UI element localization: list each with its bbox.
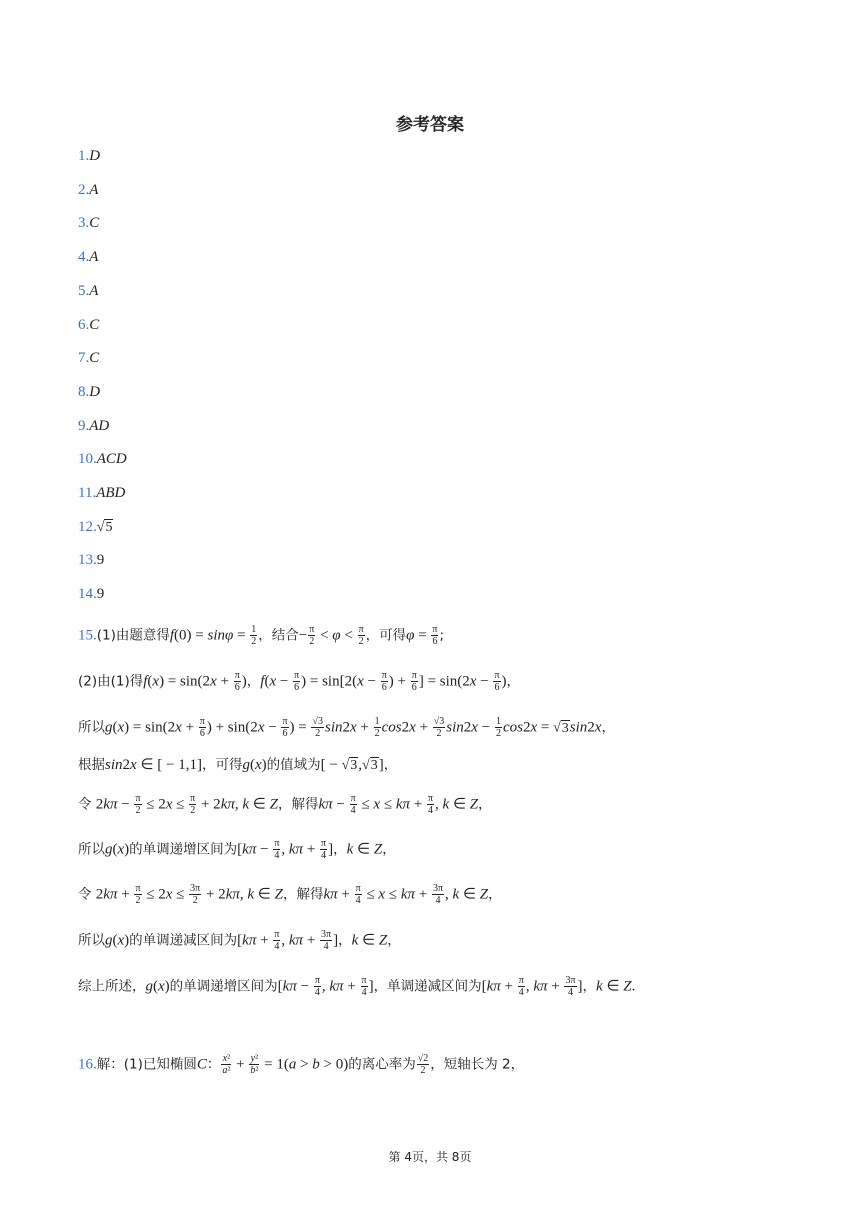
answer-value: ACD (96, 451, 127, 467)
q15-line-8: 所以g(x)的单调递减区间为[kπ + $\frac{\pi}{4}$ , kπ + $\frac{3\pi}{4}$ ]，k ∈ Z， (78, 929, 401, 952)
question-number: 10. (78, 451, 97, 467)
question-number: 6. (78, 317, 90, 333)
answer-item (78, 146, 100, 166)
question-number: 11. (78, 485, 97, 501)
answer-value: ABD (96, 485, 126, 501)
q15-line-6: 所以g(x)的单调递增区间为[kπ − $\frac{\pi}{4}$ , kπ + $\frac{\pi}{4}$ ]，k ∈ Z， (78, 838, 396, 861)
answer-value: A (89, 249, 99, 265)
q15-line-1: 15.(1)由题意得f(0) = sinφ = $\frac{1}{2}$ ，结合− $\frac{\pi}{2}$ < φ < $\frac{\pi}{2}$ ，可得φ = $\frac{\pi}{6}$ ; (78, 624, 445, 647)
question-number: 8. (78, 384, 90, 400)
question-number: 9. (78, 418, 90, 434)
page-footer: 第 4页，共 8页 (388, 1150, 472, 1164)
question-number: 12. (78, 519, 97, 535)
q15-line-5: 令 2kπ − $\frac{\pi}{2}$ ≤ 2x ≤ $\frac{\pi}{2}$ + 2kπ, k ∈ Z，解得kπ − $\frac{\pi}{4}$ ≤ x ≤ kπ + $\frac{\pi}{4}$ , k ∈ Z， (78, 793, 492, 816)
q15-line-7: 令 2kπ + $\frac{\pi}{2}$ ≤ 2x ≤ $\frac{3\pi}{2}$ + 2kπ, k ∈ Z，解得kπ + $\frac{\pi}{4}$ ≤ x ≤ kπ + $\frac{3\pi}{4}$ , k ∈ Z， (78, 883, 502, 906)
question-number: 16. (78, 1056, 97, 1073)
page-title: 参考答案 (396, 115, 464, 135)
answer-item (78, 382, 100, 402)
question-number: 5. (78, 283, 90, 299)
answer-value: D (89, 384, 101, 400)
answer-item (78, 550, 104, 570)
answer-value: 9 (96, 586, 105, 602)
answer-item (78, 315, 99, 335)
q16-line-1: 16.解：(1)已知椭圆C： $\frac{\text{x²}}{\text{a²}}$ + $\frac{\text{y²}}{\text{b²}}$ = 1(a > b > 0)的离心率为 $\frac{√2}{2}$ ，短轴长为 2， (78, 1053, 525, 1076)
q15-line-3: 所以g(x) = sin(2x + $\frac{\pi}{6}$ ) + sin(2x − $\frac{\pi}{6}$ ) = $\frac{√3}{2}$ sin2x + $\frac{1}{2}$ cos2x + $\frac{√3}{2}$ sin2x − $\frac{1}{2}$ cos2x = √3sin2x， (78, 716, 615, 739)
question-number: 15. (78, 627, 97, 644)
answer-value: D (89, 148, 101, 164)
answer-value: C (89, 317, 100, 333)
answer-item (78, 348, 99, 368)
q15-line-9: 综上所述，g(x)的单调递增区间为[kπ − $\frac{\pi}{4}$ , kπ + $\frac{\pi}{4}$ ]，单调递减区间为[kπ + $\frac{\pi}{4}$ , kπ + $\frac{3\pi}{4}$ ]，k ∈ Z. (78, 975, 636, 998)
question-number: 3. (78, 215, 90, 231)
answer-value: 9 (96, 552, 105, 568)
answer-item (78, 483, 125, 503)
answer-value: C (89, 215, 100, 231)
answer-value: A (89, 182, 99, 198)
answer-value: √5 (96, 520, 113, 535)
question-number: 4. (78, 249, 90, 265)
answer-item (78, 213, 99, 233)
question-number: 14. (78, 586, 97, 602)
answer-item (78, 584, 104, 604)
question-number: 7. (78, 350, 90, 366)
answer-value: A (89, 283, 99, 299)
answer-value: AD (89, 418, 110, 434)
answer-item (78, 247, 98, 267)
question-number: 2. (78, 182, 90, 198)
answer-value: C (89, 350, 100, 366)
q15-line-4: 根据sin2x ∈ [ − 1,1]，可得g(x)的值域为[ − √3,√3]， (78, 757, 398, 773)
answer-item (78, 180, 98, 200)
answer-item (78, 449, 127, 469)
answer-item (78, 281, 98, 301)
answer-item (78, 517, 113, 538)
q15-line-2: (2)由(1)得f(x) = sin(2x + $\frac{\pi}{6}$ )，f(x − $\frac{\pi}{6}$ ) = sin[2(x − $\frac{\pi}{6}$ ) + $\frac{\pi}{6}$ ] = sin(2x − $\frac{\pi}{6}$ )， (78, 670, 520, 693)
question-number: 1. (78, 148, 90, 164)
answer-item (78, 416, 109, 436)
question-number: 13. (78, 552, 97, 568)
